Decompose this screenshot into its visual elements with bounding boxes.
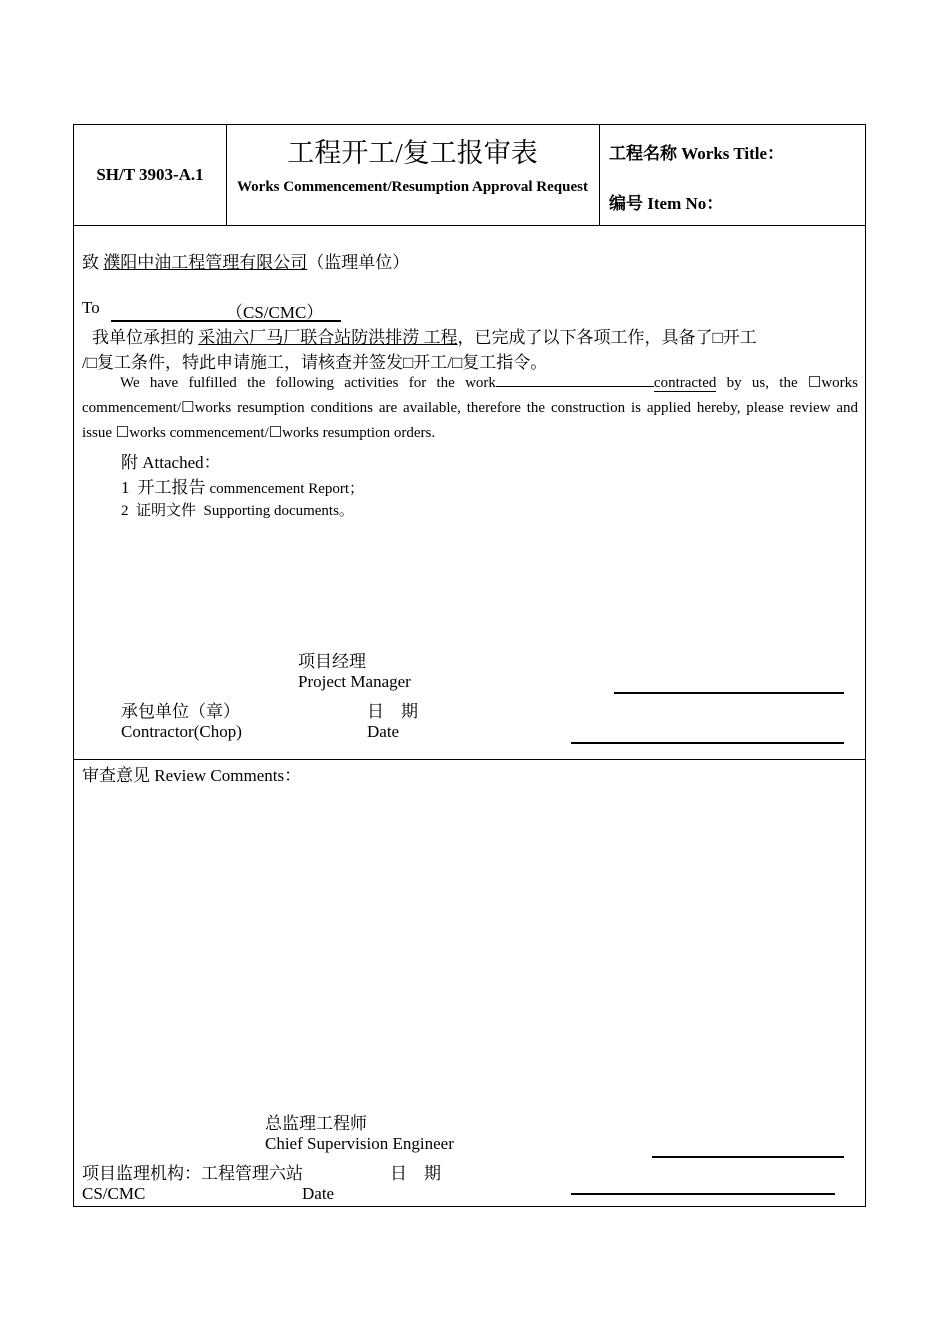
review-comments-label: 审查意见 Review Comments： [82,766,302,785]
org-en-label: CS/CMC [82,1184,146,1203]
attachment-en: Supporting documents。 [203,503,354,519]
body-cn-line1 [92,323,757,348]
item-no-label: 编号 Item No： [609,194,724,213]
attached-label: 附 Attached： [121,453,221,472]
body-en-rest: by us, the ☐works commencement/☐works resumption conditions are available, therefore the construction is applied hereby, please review and issue ☐works commencement/☐works resumption orders. [82,375,858,441]
review-date-en-label: Date [302,1184,335,1203]
body-cn-line2: /□复工条件，特此申请施工，请核查并签发□开工/□复工指令。 [82,353,548,372]
body-cn-rest: ，已完成了以下各项工作，具备了□开工 [457,328,757,347]
page-title: 工程开工/复工报审表 [287,138,538,168]
addressee-line [82,248,409,273]
review-date-line [571,1193,835,1195]
date-en-label: Date [367,722,400,741]
attachment-en: commencement Report； [209,481,365,497]
attachment-cn: 证明文件 [136,503,197,519]
to-cn-prefix: 致 [82,253,99,272]
page-subtitle: Works Commencement/Resumption Approval Request [237,179,588,195]
org-cn-label: 项目监理机构：工程管理六站 [82,1164,303,1183]
work-blank [496,372,654,387]
chief-cn-label: 总监理工程师 [265,1114,367,1133]
works-title-label: 工程名称 Works Title： [609,144,785,163]
pm-en-label: Project Manager [298,672,411,691]
attachment-item [121,473,364,498]
row-divider [74,225,865,226]
chief-en-label: Chief Supervision Engineer [265,1134,454,1153]
contractor-en-label: Contractor(Chop) [121,722,242,741]
header-divider [599,125,600,225]
to-en-label: To [82,298,100,317]
pm-cn-label: 项目经理 [298,652,366,671]
supervisor-unit: 濮阳中油工程管理有限公司 [103,253,308,272]
attachment-num: 2 [121,503,129,519]
contractor-cn-label: 承包单位（章） [121,702,240,721]
attachment-cn: 开工报告 [137,478,206,497]
attachment-item [121,499,354,520]
row-divider [74,759,865,760]
review-date-cn-label: 日 期 [390,1164,441,1183]
body-en-paragraph [82,371,858,446]
date-signature-line [571,742,844,744]
supervisor-suffix: （监理单位） [307,253,410,272]
project-name: 采油六厂马厂联合站防洪排涝 工程 [198,328,458,347]
pm-signature-line [614,692,844,694]
cs-cmc-label: （CS/CMC） [226,303,324,322]
chief-signature-line [652,1156,844,1158]
form-code: SH/T 3903-A.1 [96,165,204,184]
body-en-start: We have fulfilled the following activities for the work [120,375,496,391]
approval-form [73,124,866,1207]
body-cn-prefix: 我单位承担的 [92,328,194,347]
date-cn-label: 日 期 [367,702,418,721]
body-en-contracted: contracted [653,375,717,391]
to-underline [111,320,341,322]
attachment-num: 1 [121,478,130,497]
